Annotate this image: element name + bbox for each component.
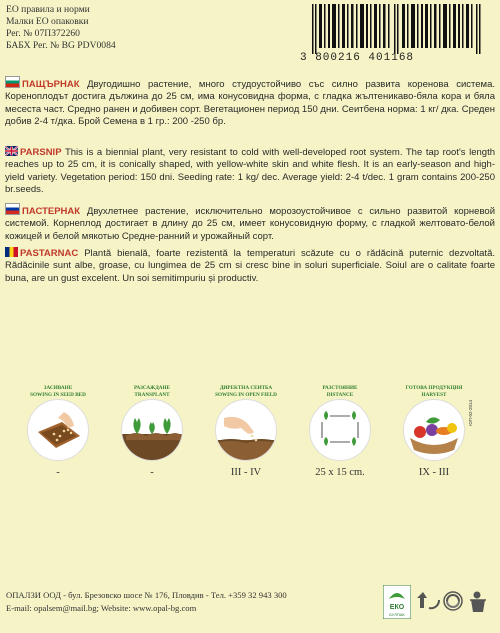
description-bg — [5, 76, 495, 129]
step-title-bg: РАЗСТОЯНИЕ — [322, 385, 358, 391]
step-harvest — [401, 385, 467, 478]
harvest-icon — [403, 399, 465, 461]
step-value: - — [56, 467, 60, 478]
eko-bulpak-logo — [383, 585, 411, 619]
description-text-bg: Двугодишно растение, много студоустойчиво със силно развита коренова система. Кореноплодът достига дължина до 25 см, има конусовидна форма, с гладка жълтеникаво-бяла кора и бяла месеста част. Средно ранен и добивен сорт. Вегетационен период 150 дни. Сеитбена норма: 1 кг/ дка. Среден добив 2-4 т/дка. Брой Семена в 1 гр.: 200 -250 бр. — [5, 79, 496, 128]
description-ru — [5, 203, 495, 243]
step-direct-sowing — [213, 385, 279, 478]
step-title-en: HARVEST — [421, 391, 447, 398]
step-transplant — [119, 385, 185, 478]
step-value: - — [150, 467, 154, 478]
step-value: 25 x 15 cm. — [315, 467, 365, 478]
side-code: ЮП-02-2014 — [468, 400, 473, 426]
barcode-number: 3 800216 401168 — [300, 52, 415, 64]
product-name-bg: ПАЩЪРНАК — [22, 79, 80, 90]
step-title-en: DISTANCE — [326, 391, 354, 398]
direct-sowing-icon — [215, 399, 277, 461]
recycle-icon — [417, 592, 439, 608]
uk-flag-icon — [5, 146, 18, 156]
step-title — [307, 385, 373, 399]
step-title-en: SOWING IN SEED BED — [30, 391, 86, 398]
product-name-ru: ПАСТЕРНАК — [22, 206, 81, 217]
description-en — [5, 146, 495, 197]
step-title-en: TRANSPLANT — [134, 391, 170, 398]
transplant-icon — [121, 399, 183, 461]
step-title-en: SOWING IN OPEN FIELD — [215, 391, 277, 398]
step-value: III - IV — [230, 467, 262, 478]
header-line-2: Малки ЕО опаковки — [6, 16, 89, 27]
step-title — [119, 385, 185, 399]
step-title-bg: РАЗСАЖДАНЕ — [133, 385, 171, 391]
step-title — [401, 385, 467, 399]
description-text-en: This is a biennial plant, very resistant to cold with well-developed root system. The tap root's length reaches up to 25 cm, it is conically shaped, with yellow-white skin and white flesh. It is an early-season and high-yield variety. Vegetation period: 150 dni. Seeding rate: 1 kg/ dec. Average yield: 2-4 t/dec. 1 gram contains 200-250 br.seeds. — [5, 147, 495, 196]
step-title-bg: ДИРЕКТНА СЕИТБА — [219, 385, 273, 391]
seedbed-icon — [27, 399, 89, 461]
header-line-1: ЕО правила и норми — [6, 4, 90, 15]
bulgaria-flag-icon — [5, 76, 20, 88]
russia-flag-icon — [5, 203, 20, 215]
barcode — [300, 4, 490, 64]
description-ro — [5, 247, 495, 285]
recycling-logos — [415, 586, 495, 616]
eko-logo-subtext: БУЛПАК — [389, 612, 405, 617]
step-title — [25, 385, 91, 399]
distance-icon — [309, 399, 371, 461]
step-sowing-seed-bed — [25, 385, 91, 478]
cultivation-steps — [25, 385, 475, 478]
footer — [6, 589, 287, 615]
product-name-ro: PASTARNAC — [20, 248, 79, 259]
step-title — [213, 385, 279, 399]
romania-flag-icon — [5, 247, 18, 257]
green-dot-icon — [444, 592, 462, 610]
header-line-3: Рег. № 07ПЗ72260 — [6, 28, 80, 39]
step-title-bg: ЗАСИВАНЕ — [43, 385, 73, 391]
step-title-bg: ГОТОВА ПРОДУКЦИЯ — [405, 385, 463, 391]
description-text-ru: Двухлетнее растение, исключительно морозоустойчивое с сильно развитой корневой системой. Корнеплод достигает в длину до 25 см, имеет конусовидную форму, с гладкой желтовато-белой кожицей и белой мякотью Средне-ранний и урожайный сорт. — [5, 206, 495, 242]
registration-info — [6, 4, 116, 52]
company-contacts: E-mail: opalsem@mail.bg; Website: www.opal-bg.com — [6, 603, 197, 613]
barcode-bars — [310, 4, 485, 54]
step-value: IX - III — [418, 467, 450, 478]
eko-logo-text: ЕКО — [389, 604, 405, 611]
bin-icon — [470, 592, 486, 613]
step-distance — [307, 385, 373, 478]
product-name-en: PARSNIP — [20, 147, 62, 158]
header-line-4: БАБХ Рег. № BG PDV0084 — [6, 40, 116, 51]
description-text-ro: Plantă bienală, foarte rezistentă la temperaturi scăzute cu o rădăcină puternic dezvoltată. Rădăcinile sunt albe, groase, cu lungimea de 25 cm si cresc bine in soluri superficiale. Soiul are o calitate foarte buna, are un gust excelent. Un soi semitimpuriu și productiv. — [5, 248, 495, 284]
company-address: ОПАЛЗИ ООД - бул. Брезовско шосе № 176, Пловдив - Тел. +359 32 943 300 — [6, 590, 287, 600]
